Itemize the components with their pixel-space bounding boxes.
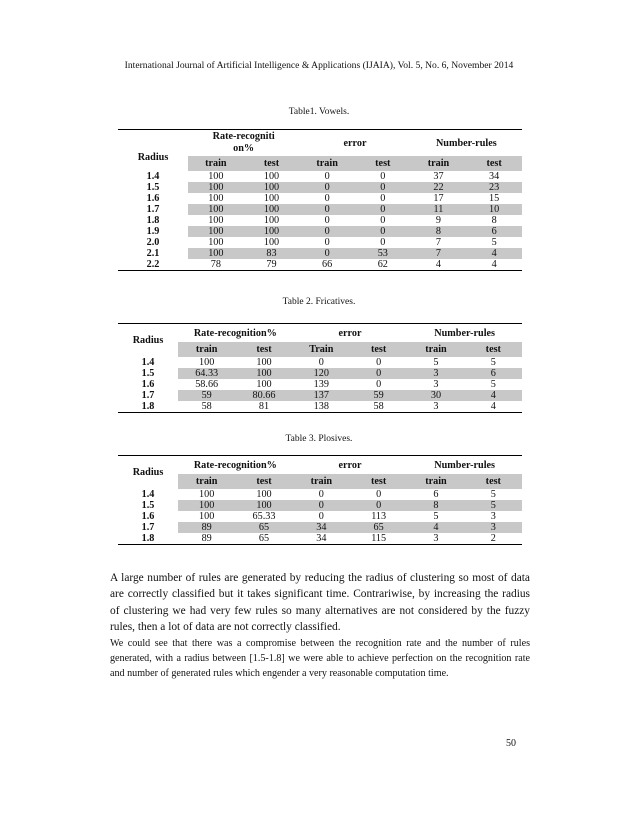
value-cell: 3 bbox=[407, 533, 464, 545]
radius-cell: 1.5 bbox=[141, 500, 155, 511]
group-header-error: error bbox=[293, 456, 408, 475]
value-cell: 4 bbox=[465, 390, 522, 401]
value-cell: 59 bbox=[178, 390, 235, 401]
value-cell: 79 bbox=[244, 259, 300, 271]
value-cell: 5 bbox=[490, 489, 496, 500]
value-cell: 100 bbox=[208, 193, 224, 204]
value-cell: 3 bbox=[433, 379, 439, 390]
radius-cell: 1.7 bbox=[141, 390, 155, 401]
value-cell: 0 bbox=[324, 237, 330, 248]
table-row bbox=[118, 215, 522, 226]
value-cell: 37 bbox=[433, 171, 444, 182]
value-cell: 100 bbox=[263, 193, 280, 204]
radius-cell: 1.8 bbox=[146, 215, 160, 226]
value-cell: 8 bbox=[411, 226, 467, 237]
value-cell: 65.33 bbox=[252, 511, 276, 522]
value-cell: 34 bbox=[293, 522, 350, 533]
value-cell: 30 bbox=[407, 390, 464, 401]
table-row bbox=[118, 489, 522, 500]
value-cell: 0 bbox=[350, 368, 407, 379]
table-row bbox=[118, 533, 522, 545]
value-cell: 5 bbox=[433, 511, 439, 522]
table-row bbox=[118, 171, 522, 182]
value-cell: 100 bbox=[208, 171, 224, 182]
value-cell: 100 bbox=[178, 500, 235, 511]
radius-cell: 1.7 bbox=[141, 522, 155, 533]
value-cell: 7 bbox=[435, 237, 441, 248]
value-cell: 0 bbox=[318, 511, 324, 522]
subheader-cell: train bbox=[411, 156, 467, 171]
value-cell: 100 bbox=[188, 182, 244, 193]
value-cell: 6 bbox=[465, 368, 522, 379]
value-cell: 0 bbox=[376, 379, 382, 390]
table-row bbox=[118, 379, 522, 390]
value-cell: 0 bbox=[299, 204, 355, 215]
group-header-error: error bbox=[293, 324, 408, 343]
value-cell: 4 bbox=[466, 248, 522, 259]
value-cell: 0 bbox=[380, 171, 386, 182]
value-cell: 5 bbox=[465, 500, 522, 511]
table-row bbox=[118, 193, 522, 204]
subheader-cell: train bbox=[178, 342, 235, 357]
value-cell: 100 bbox=[244, 182, 300, 193]
value-cell: 2 bbox=[465, 533, 522, 545]
value-cell: 100 bbox=[188, 204, 244, 215]
value-cell: 120 bbox=[293, 368, 350, 379]
value-cell: 22 bbox=[411, 182, 467, 193]
table-row bbox=[118, 237, 522, 248]
value-cell: 15 bbox=[489, 193, 500, 204]
value-cell: 100 bbox=[235, 368, 292, 379]
value-cell: 0 bbox=[299, 182, 355, 193]
group-header-rate: Rate-recognition% bbox=[178, 324, 293, 343]
table-2-caption: Table 2. Fricatives. bbox=[282, 297, 356, 307]
value-cell: 11 bbox=[411, 204, 467, 215]
value-cell: 59 bbox=[350, 390, 407, 401]
radius-cell: 2.1 bbox=[146, 248, 160, 259]
value-cell: 34 bbox=[489, 171, 500, 182]
journal-header: International Journal of Artificial Intelligence & Applications (IJAIA), Vol. 5, No. 6, November 2014 bbox=[124, 60, 514, 71]
value-cell: 0 bbox=[376, 489, 382, 500]
value-cell: 100 bbox=[263, 171, 280, 182]
radius-cell: 1.6 bbox=[141, 511, 155, 522]
value-cell: 115 bbox=[350, 533, 407, 545]
value-cell: 81 bbox=[235, 401, 292, 413]
subheader-cell: test bbox=[235, 474, 292, 489]
value-cell: 6 bbox=[466, 226, 522, 237]
value-cell: 53 bbox=[355, 248, 411, 259]
value-cell: 23 bbox=[466, 182, 522, 193]
group-header-error: error bbox=[299, 130, 410, 157]
subheader-cell: train bbox=[293, 474, 350, 489]
value-cell: 4 bbox=[466, 259, 522, 271]
value-cell: 0 bbox=[355, 204, 411, 215]
group-header-rules: Number-rules bbox=[411, 130, 522, 157]
value-cell: 3 bbox=[407, 368, 464, 379]
value-cell: 4 bbox=[465, 401, 522, 413]
value-cell: 0 bbox=[350, 500, 407, 511]
subheader-cell: test bbox=[350, 474, 407, 489]
radius-cell: 1.5 bbox=[146, 182, 160, 193]
radius-cell: 1.4 bbox=[141, 357, 155, 368]
value-cell: 65 bbox=[235, 533, 292, 545]
value-cell: 100 bbox=[235, 500, 292, 511]
value-cell: 62 bbox=[355, 259, 411, 271]
value-cell: 3 bbox=[465, 522, 522, 533]
radius-header: Radius bbox=[118, 456, 178, 490]
subheader-row bbox=[118, 474, 522, 489]
value-cell: 100 bbox=[188, 248, 244, 259]
table-row bbox=[118, 390, 522, 401]
radius-cell: 1.4 bbox=[146, 171, 160, 182]
radius-cell: 1.8 bbox=[118, 533, 178, 545]
radius-cell: 1.7 bbox=[146, 204, 160, 215]
table-row bbox=[118, 368, 522, 379]
page-number: 50 bbox=[506, 738, 516, 749]
value-cell: 100 bbox=[256, 489, 272, 500]
value-cell: 100 bbox=[208, 237, 224, 248]
subheader-cell: test bbox=[350, 342, 407, 357]
value-cell: 9 bbox=[435, 215, 441, 226]
value-cell: 89 bbox=[178, 533, 235, 545]
table-row bbox=[118, 204, 522, 215]
value-cell: 0 bbox=[299, 226, 355, 237]
table-row bbox=[118, 357, 522, 368]
value-cell: 5 bbox=[491, 237, 497, 248]
value-cell: 0 bbox=[355, 182, 411, 193]
subheader-cell: Train bbox=[293, 342, 350, 357]
value-cell: 78 bbox=[188, 259, 244, 271]
value-cell: 100 bbox=[199, 357, 215, 368]
value-cell: 8 bbox=[491, 215, 497, 226]
value-cell: 58 bbox=[178, 401, 235, 413]
value-cell: 8 bbox=[407, 500, 464, 511]
value-cell: 139 bbox=[313, 379, 329, 390]
table-row bbox=[118, 522, 522, 533]
radius-cell: 1.6 bbox=[146, 193, 160, 204]
subheader-cell: test bbox=[355, 156, 411, 171]
value-cell: 5 bbox=[490, 357, 496, 368]
table-1-caption: Table1. Vowels. bbox=[288, 107, 350, 117]
subheader-cell: test bbox=[244, 156, 300, 171]
radius-cell: 1.4 bbox=[141, 489, 155, 500]
value-cell: 100 bbox=[208, 215, 224, 226]
subheader-cell: test bbox=[465, 474, 522, 489]
value-cell: 0 bbox=[355, 226, 411, 237]
value-cell: 89 bbox=[178, 522, 235, 533]
value-cell: 0 bbox=[318, 357, 324, 368]
value-cell: 66 bbox=[299, 259, 355, 271]
value-cell: 113 bbox=[371, 511, 387, 522]
group-header-rate-text: Rate-recognition% bbox=[212, 131, 275, 154]
group-header-rate: Rate-recognition% bbox=[178, 456, 293, 475]
value-cell: 100 bbox=[244, 204, 300, 215]
group-header-rules: Number-rules bbox=[407, 324, 522, 343]
value-cell: 100 bbox=[199, 511, 215, 522]
value-cell: 4 bbox=[411, 259, 467, 271]
value-cell: 7 bbox=[411, 248, 467, 259]
value-cell: 100 bbox=[263, 237, 280, 248]
subheader-cell: train bbox=[299, 156, 355, 171]
value-cell: 0 bbox=[324, 171, 330, 182]
table-1-vowels bbox=[118, 129, 522, 271]
radius-cell: 1.5 bbox=[141, 368, 155, 379]
subheader-cell: test bbox=[466, 156, 522, 171]
radius-cell: 2.0 bbox=[146, 237, 160, 248]
paragraph-2: We could see that there was a compromise between the recognition rate and the number of rules generated, with a radius between [1.5-1.8] we were able to achieve perfection on the recognition rate and number of generated rules which engender a very reasonable computation time. bbox=[110, 638, 530, 679]
value-cell: 137 bbox=[293, 390, 350, 401]
value-cell: 0 bbox=[318, 489, 324, 500]
value-cell: 0 bbox=[293, 500, 350, 511]
table-row bbox=[118, 182, 522, 193]
value-cell: 100 bbox=[199, 489, 215, 500]
value-cell: 0 bbox=[380, 193, 386, 204]
table-3-caption: Table 3. Plosives. bbox=[285, 434, 353, 444]
table-row bbox=[118, 226, 522, 237]
value-cell: 64.33 bbox=[178, 368, 235, 379]
value-cell: 0 bbox=[324, 215, 330, 226]
value-cell: 0 bbox=[324, 193, 330, 204]
value-cell: 5 bbox=[490, 379, 496, 390]
radius-header: Radius bbox=[118, 130, 188, 172]
radius-cell: 2.2 bbox=[118, 259, 188, 271]
value-cell: 34 bbox=[293, 533, 350, 545]
value-cell: 100 bbox=[244, 226, 300, 237]
subheader-cell: train bbox=[407, 474, 464, 489]
radius-header: Radius bbox=[118, 324, 178, 358]
table-3-plosives bbox=[118, 455, 522, 545]
radius-cell: 1.9 bbox=[146, 226, 160, 237]
table-row bbox=[118, 401, 522, 413]
value-cell: 5 bbox=[433, 357, 439, 368]
value-cell: 3 bbox=[490, 511, 496, 522]
value-cell: 65 bbox=[350, 522, 407, 533]
value-cell: 6 bbox=[433, 489, 439, 500]
group-header-rules: Number-rules bbox=[407, 456, 522, 475]
radius-cell: 1.8 bbox=[118, 401, 178, 413]
value-cell: 100 bbox=[188, 226, 244, 237]
table-row bbox=[118, 248, 522, 259]
subheader-cell: train bbox=[188, 156, 244, 171]
table-2-fricatives bbox=[118, 323, 522, 413]
value-cell: 17 bbox=[433, 193, 444, 204]
value-cell: 0 bbox=[299, 248, 355, 259]
value-cell: 0 bbox=[380, 237, 386, 248]
table-row bbox=[118, 511, 522, 522]
value-cell: 0 bbox=[376, 357, 382, 368]
subheader-cell: train bbox=[407, 342, 464, 357]
value-cell: 100 bbox=[256, 357, 272, 368]
value-cell: 0 bbox=[380, 215, 386, 226]
subheader-cell: test bbox=[465, 342, 522, 357]
value-cell: 65 bbox=[235, 522, 292, 533]
value-cell: 138 bbox=[293, 401, 350, 413]
value-cell: 3 bbox=[407, 401, 464, 413]
value-cell: 100 bbox=[263, 215, 280, 226]
value-cell: 58.66 bbox=[195, 379, 219, 390]
subheader-cell: test bbox=[235, 342, 292, 357]
paragraph-1: A large number of rules are generated by reducing the radius of clustering so most of data are correctly classified but it takes significant time. Contrariwise, by increasing the radius of clustering we had very few rules so many alternatives are not considered by the fuzzy rules, then a lot of data are not correctly classified. bbox=[110, 572, 530, 633]
table-row bbox=[118, 259, 522, 271]
group-header-rate bbox=[188, 130, 299, 157]
value-cell: 83 bbox=[244, 248, 300, 259]
value-cell: 10 bbox=[466, 204, 522, 215]
table-row bbox=[118, 500, 522, 511]
value-cell: 58 bbox=[350, 401, 407, 413]
subheader-row bbox=[118, 342, 522, 357]
value-cell: 4 bbox=[407, 522, 464, 533]
radius-cell: 1.6 bbox=[141, 379, 155, 390]
subheader-cell: train bbox=[178, 474, 235, 489]
value-cell: 80.66 bbox=[235, 390, 292, 401]
value-cell: 100 bbox=[256, 379, 272, 390]
